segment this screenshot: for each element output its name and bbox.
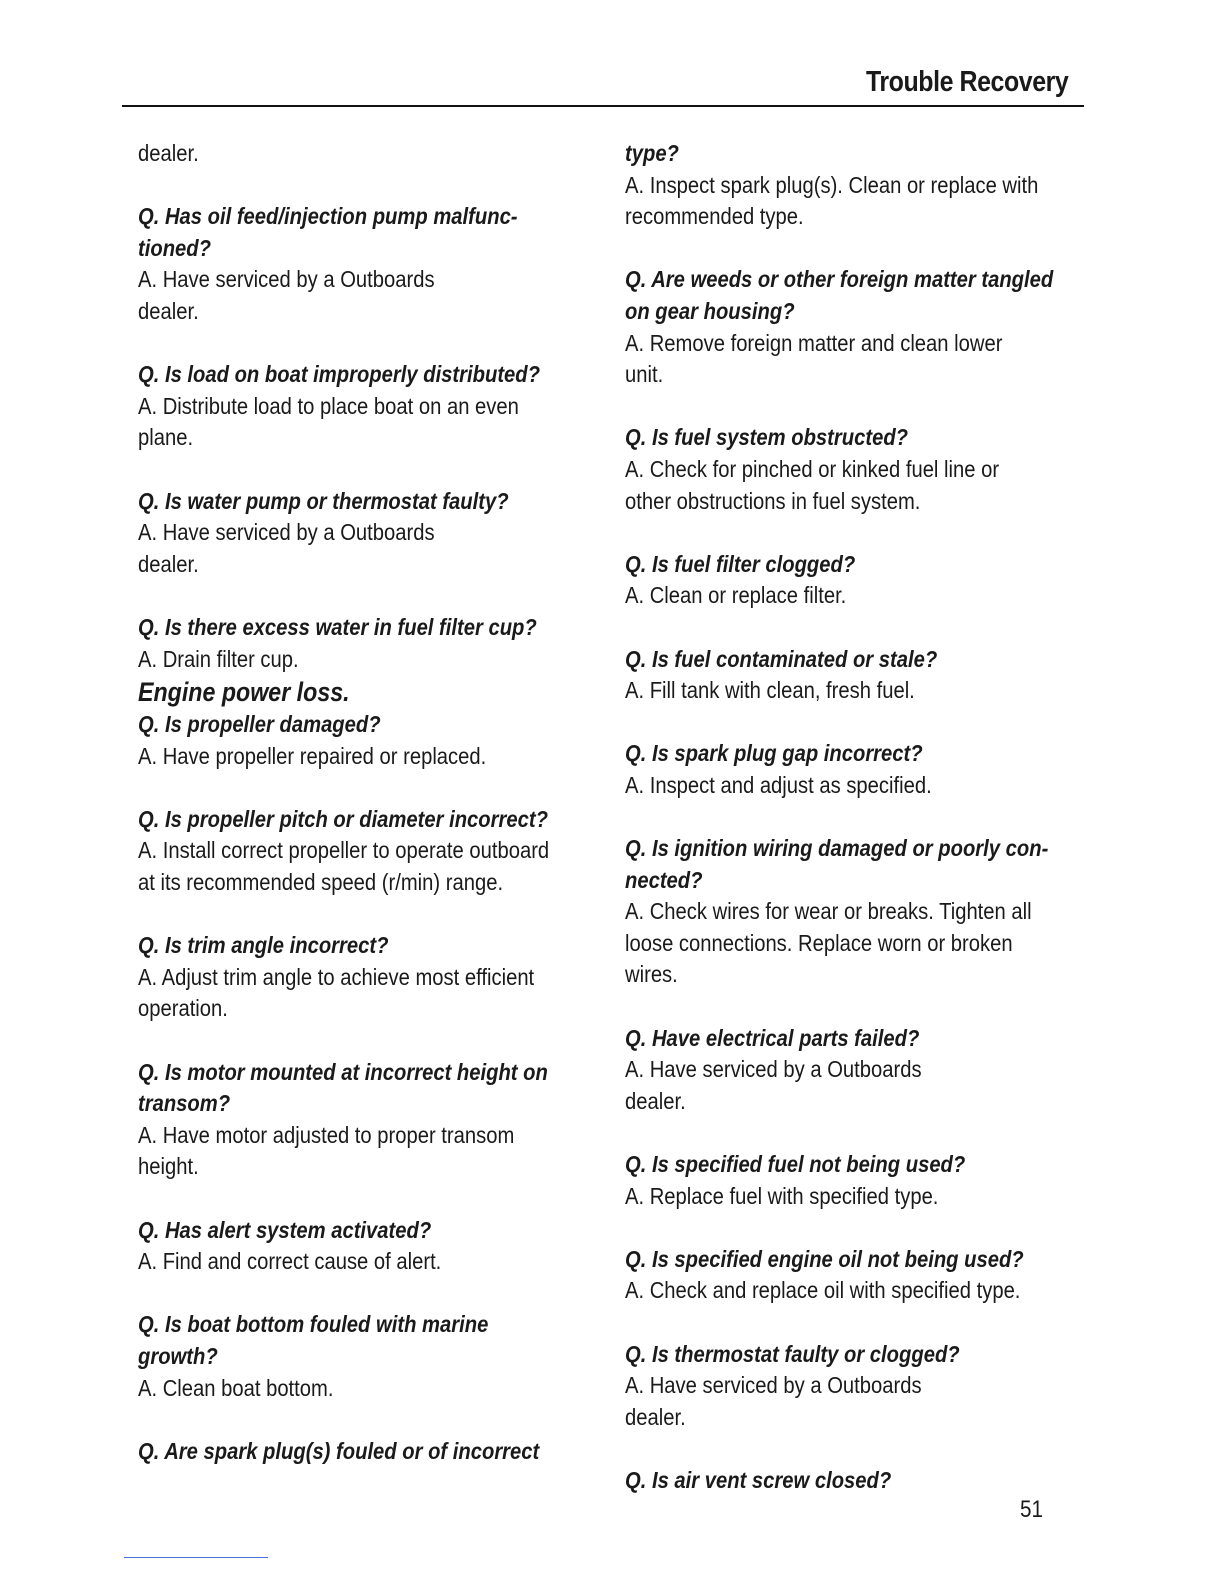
- question-line: Q. Is thermostat faulty or clogged?: [625, 1340, 960, 1367]
- question-line: Q. Is propeller damaged?: [138, 711, 381, 738]
- question-line: Q. Is boat bottom fouled with marine: [138, 1311, 489, 1338]
- answer-line: dealer.: [138, 550, 199, 577]
- answer-line: A. Check and replace oil with specified type.: [625, 1277, 1021, 1304]
- question-line: Q. Has alert system activated?: [138, 1216, 432, 1243]
- answer-line: A. Check wires for wear or breaks. Tighten all: [625, 898, 1032, 925]
- answer-line: dealer.: [625, 1087, 686, 1114]
- question-line: Q. Is water pump or thermostat faulty?: [138, 487, 509, 514]
- paragraph-gap: [625, 1212, 1095, 1244]
- answer-line: A. Have propeller repaired or replaced.: [138, 742, 487, 769]
- question-line: Q. Are weeds or other foreign matter tangled: [625, 266, 1054, 293]
- question-line: Q. Is there excess water in fuel filter cup?: [138, 613, 537, 640]
- header-rule: [122, 105, 1084, 107]
- paragraph-gap: [138, 899, 608, 931]
- paragraph-gap: [138, 772, 608, 804]
- answer-line: A. Have serviced by a Outboards: [625, 1056, 922, 1083]
- question-line: on gear housing?: [625, 297, 795, 324]
- paragraph-gap: [625, 1307, 1095, 1339]
- question-line: Q. Is motor mounted at incorrect height on: [138, 1058, 548, 1085]
- question-line: Q. Is trim angle incorrect?: [138, 932, 389, 959]
- answer-line: A. Adjust trim angle to achieve most efficient: [138, 963, 535, 990]
- answer-line: A. Have serviced by a Outboards: [625, 1372, 922, 1399]
- question-line: growth?: [138, 1342, 218, 1369]
- paragraph-gap: [625, 517, 1095, 549]
- answer-line: loose connections. Replace worn or broken: [625, 929, 1013, 956]
- answer-line: A. Have serviced by a Outboards: [138, 266, 435, 293]
- question-line: nected?: [625, 866, 703, 893]
- answer-line: dealer.: [138, 140, 199, 166]
- question-line: type?: [625, 140, 679, 166]
- question-line: Q. Is air vent screw closed?: [625, 1466, 892, 1493]
- paragraph-gap: [138, 454, 608, 486]
- question-line: Q. Is fuel filter clogged?: [625, 550, 856, 577]
- answer-line: A. Remove foreign matter and clean lower: [625, 329, 1003, 356]
- answer-line: A. Drain filter cup.: [138, 645, 299, 672]
- paragraph-gap: [625, 1433, 1095, 1465]
- question-line: Q. Have electrical parts failed?: [625, 1024, 920, 1051]
- paragraph-gap: [625, 707, 1095, 739]
- paragraph-gap: [138, 1183, 608, 1215]
- answer-line: A. Inspect spark plug(s). Clean or replace with: [625, 171, 1039, 198]
- answer-line: at its recommended speed (r/min) range.: [138, 869, 504, 896]
- paragraph-gap: [138, 1025, 608, 1057]
- answer-line: wires.: [625, 961, 678, 988]
- answer-line: A. Replace fuel with specified type.: [625, 1182, 939, 1209]
- question-line: Q. Is specified engine oil not being used?: [625, 1245, 1024, 1272]
- answer-line: dealer.: [138, 297, 199, 324]
- answer-line: A. Inspect and adjust as specified.: [625, 771, 932, 798]
- answer-line: A. Install correct propeller to operate outboard: [138, 837, 550, 864]
- footer-link-line: [124, 1557, 268, 1558]
- paragraph-gap: [138, 328, 608, 360]
- paragraph-gap: [625, 801, 1095, 833]
- section-heading: Engine power loss.: [138, 677, 350, 708]
- paragraph-gap: [138, 170, 608, 202]
- question-line: Q. Is propeller pitch or diameter incorrect?: [138, 805, 548, 832]
- answer-line: plane.: [138, 424, 194, 451]
- paragraph-gap: [625, 391, 1095, 423]
- page-title: Trouble Recovery: [865, 66, 1068, 98]
- question-line: Q. Are spark plug(s) fouled or of incorrect: [138, 1437, 540, 1464]
- question-line: Q. Is specified fuel not being used?: [625, 1151, 966, 1177]
- paragraph-gap: [625, 991, 1095, 1023]
- paragraph-gap: [625, 1117, 1095, 1149]
- paragraph-gap: [625, 612, 1095, 644]
- paragraph-gap: [138, 1404, 608, 1436]
- left-column: [138, 138, 608, 1467]
- answer-line: recommended type.: [625, 203, 804, 230]
- question-line: transom?: [138, 1090, 231, 1117]
- answer-line: operation.: [138, 995, 228, 1022]
- answer-line: dealer.: [625, 1403, 686, 1430]
- question-line: tioned?: [138, 234, 211, 261]
- answer-line: A. Clean or replace filter.: [625, 582, 847, 609]
- paragraph-gap: [138, 1278, 608, 1310]
- answer-line: A. Distribute load to place boat on an even: [138, 392, 519, 419]
- question-line: Q. Is spark plug gap incorrect?: [625, 740, 923, 767]
- answer-line: A. Find and correct cause of alert.: [138, 1248, 442, 1275]
- answer-line: A. Fill tank with clean, fresh fuel.: [625, 677, 915, 704]
- question-line: Q. Is ignition wiring damaged or poorly con-: [625, 835, 1049, 862]
- paragraph-gap: [138, 580, 608, 612]
- answer-line: A. Have motor adjusted to proper transom: [138, 1121, 515, 1148]
- right-column: [625, 138, 1095, 1497]
- question-line: Q. Is fuel system obstructed?: [625, 424, 909, 451]
- question-line: Q. Has oil feed/injection pump malfunc-: [138, 203, 518, 230]
- answer-line: A. Have serviced by a Outboards: [138, 519, 435, 546]
- question-line: Q. Is load on boat improperly distributed?: [138, 361, 540, 388]
- answer-line: A. Clean boat bottom.: [138, 1374, 334, 1401]
- question-line: Q. Is fuel contaminated or stale?: [625, 645, 938, 672]
- paragraph-gap: [625, 233, 1095, 265]
- answer-line: height.: [138, 1153, 199, 1180]
- answer-line: unit.: [625, 361, 664, 388]
- answer-line: A. Check for pinched or kinked fuel line or: [625, 455, 1000, 482]
- page-number: 51: [1020, 1496, 1043, 1523]
- answer-line: other obstructions in fuel system.: [625, 487, 921, 514]
